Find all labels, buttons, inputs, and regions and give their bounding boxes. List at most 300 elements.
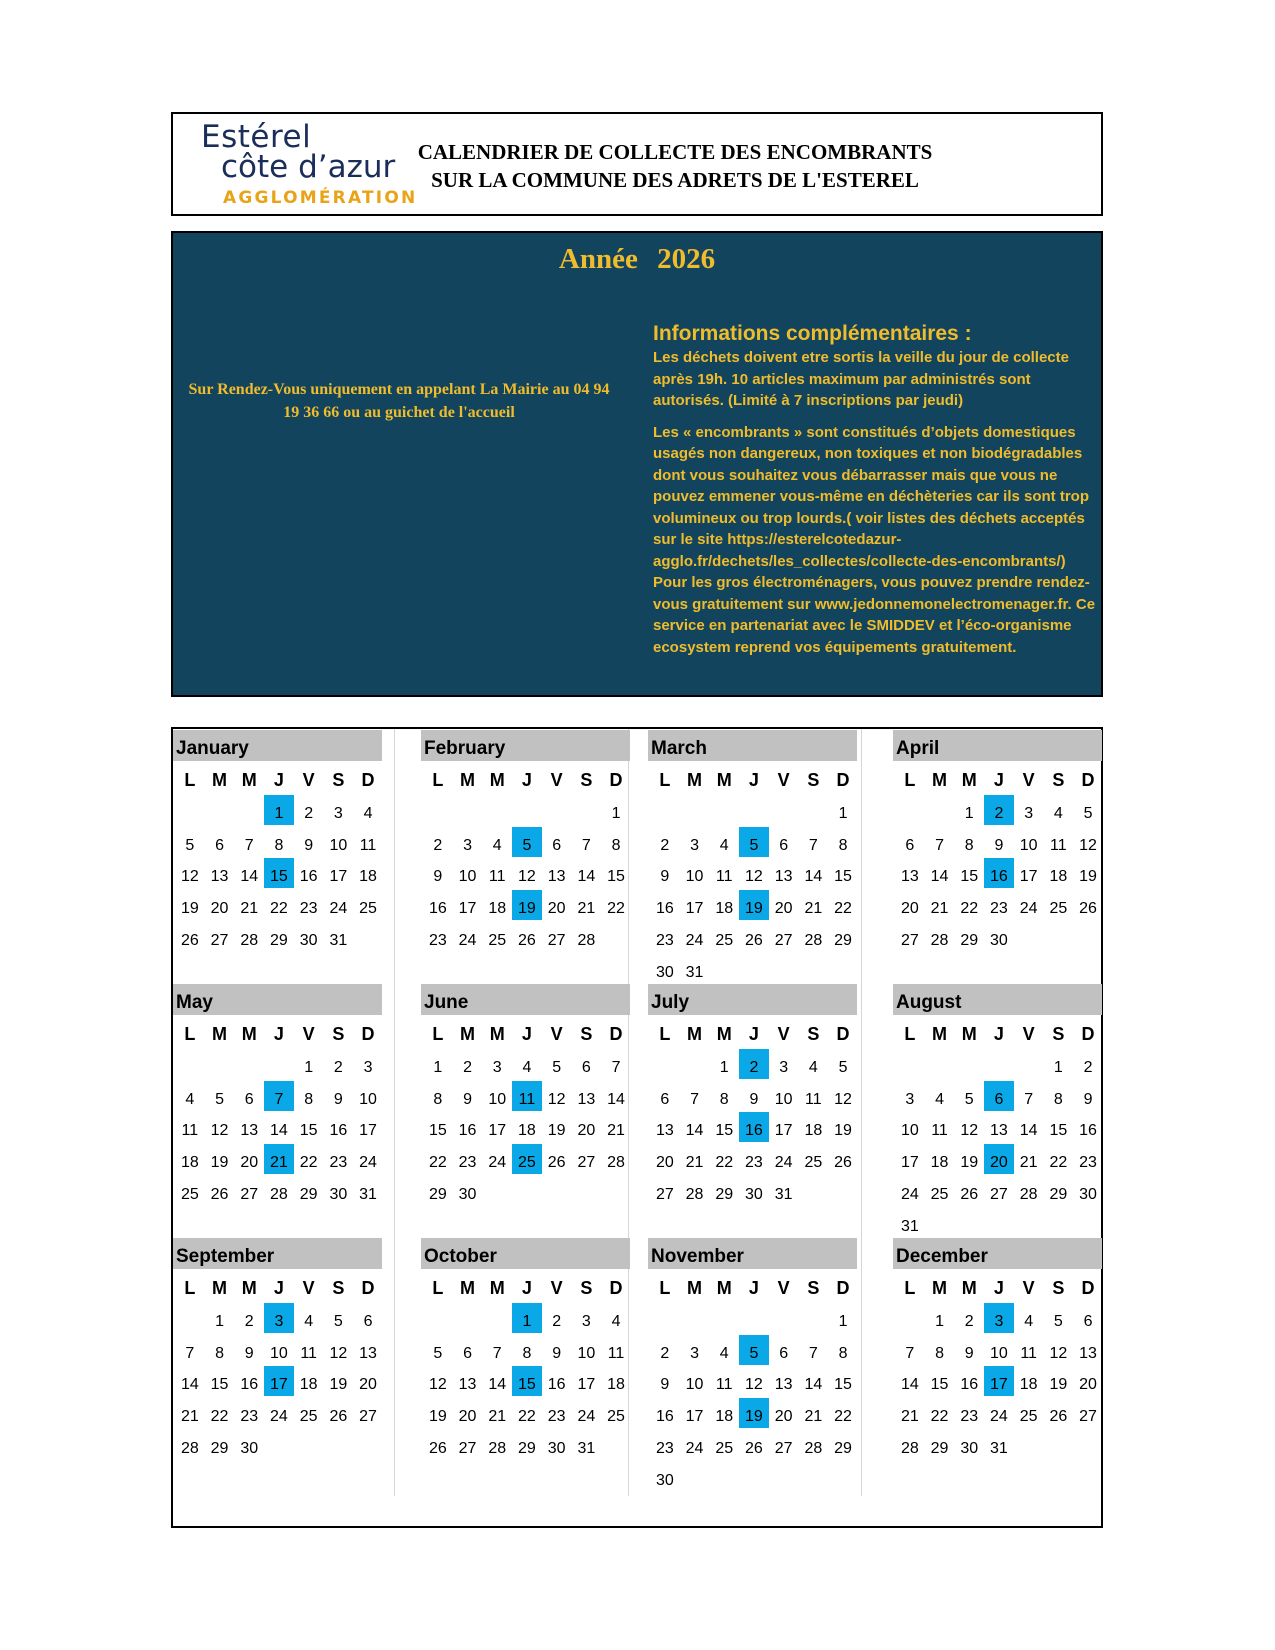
day-cell: 4 — [522, 1058, 532, 1076]
month-name: February — [421, 730, 630, 761]
day-cell: 20 — [577, 1122, 596, 1140]
weekday-header: D — [361, 1278, 375, 1298]
weekday-header: J — [521, 1024, 532, 1044]
weekday-header: V — [302, 1278, 315, 1298]
weekday-header: M — [932, 1278, 948, 1298]
weekday-header: L — [904, 1278, 916, 1298]
weekday-header: V — [302, 1024, 315, 1044]
collection-day-cell: 21 — [264, 1144, 294, 1174]
day-cell: 5 — [1053, 1312, 1063, 1330]
day-cell: 18 — [518, 1122, 536, 1140]
day-cell: 2 — [660, 1344, 670, 1362]
day-cell: 14 — [900, 1376, 919, 1394]
day-cell: 28 — [1019, 1186, 1038, 1203]
day-cell: 26 — [547, 1154, 566, 1172]
day-cell: 9 — [660, 1376, 670, 1394]
day-cell: 6 — [905, 836, 915, 854]
day-cell: 29 — [834, 932, 852, 949]
weekday-header: V — [777, 1024, 790, 1044]
day-cell: 26 — [1079, 900, 1097, 918]
weekday-header: M — [687, 1278, 703, 1298]
day-cell: 15 — [834, 1376, 852, 1394]
day-cell: 8 — [522, 1344, 532, 1362]
day-cell: 13 — [1079, 1344, 1097, 1362]
day-cell: 21 — [900, 1408, 919, 1426]
info-paragraph-2: Les « encombrants » sont constitués d’objets domestiques usagés non dangereux, non toxiques et non biodégradables dont vous souhaitez vous débarrasser mais que vous ne pouvez emmener vous-même en déchèteries car ils sont trop volumineux ou trop lourds.( voir listes des déchets acceptés sur le site https://esterelcotedazur-agglo.fr/dechets/les_collectes/collecte-des-encombrants/) Pour les gros électroménagers, vous pouvez prendre rendez-vous gratuitement sur www.jedonnemonelectromenager.fr. Ce service en partenariat avec le SMIDDEV et l’éco-organisme ecosystem reprend vos équipements gratuitement. — [653, 423, 1096, 656]
day-cell: 26 — [960, 1186, 979, 1203]
day-cell: 12 — [1049, 1344, 1068, 1362]
day-cell: 30 — [1079, 1186, 1097, 1203]
day-cell: 21 — [180, 1408, 199, 1426]
day-cell: 21 — [804, 900, 823, 918]
day-cell: 27 — [577, 1154, 596, 1172]
day-cell: 12 — [834, 1090, 852, 1108]
day-cell: 12 — [745, 868, 763, 886]
day-cell: 28 — [488, 1440, 507, 1457]
day-cell: 6 — [779, 1344, 789, 1362]
day-cell: 20 — [774, 900, 793, 918]
day-cell: 4 — [304, 1312, 314, 1330]
day-cell: 29 — [518, 1440, 536, 1457]
day-cell: 23 — [655, 932, 674, 949]
day-cell: 19 — [960, 1154, 979, 1172]
day-cell: 10 — [488, 1090, 507, 1108]
month-name: December — [893, 1238, 1102, 1269]
weekday-header: M — [212, 1024, 228, 1044]
collection-day-cell: 16 — [739, 1112, 769, 1142]
day-cell: 7 — [185, 1344, 195, 1362]
day-cell: 23 — [745, 1154, 763, 1172]
day-cell: 18 — [1019, 1376, 1038, 1394]
day-cell: 10 — [774, 1090, 793, 1108]
day-cell: 26 — [180, 932, 199, 949]
day-cell: 22 — [270, 900, 288, 918]
day-cell: 1 — [215, 1312, 224, 1330]
day-cell: 16 — [240, 1376, 259, 1394]
day-cell: 13 — [547, 868, 566, 886]
weekday-header: M — [241, 1024, 257, 1044]
weekday-header: L — [184, 1024, 196, 1044]
day-cell: 13 — [359, 1344, 377, 1362]
collection-day-cell: 1 — [264, 795, 294, 825]
day-cell: 18 — [930, 1154, 949, 1172]
day-cell: 12 — [960, 1122, 979, 1140]
collection-day-cell: 19 — [739, 890, 769, 920]
day-cell: 7 — [808, 836, 818, 854]
day-cell: 30 — [745, 1186, 763, 1203]
day-cell: 26 — [329, 1408, 348, 1426]
day-cell: 12 — [518, 868, 536, 886]
day-cell: 21 — [240, 900, 259, 918]
day-cell: 7 — [581, 836, 591, 854]
day-cell: 18 — [1049, 868, 1068, 886]
day-cell: 11 — [715, 1376, 733, 1394]
day-cell: 30 — [990, 932, 1008, 949]
day-cell: 10 — [685, 868, 704, 886]
weekday-header: L — [432, 1278, 444, 1298]
day-cell: 5 — [838, 1058, 848, 1076]
weekday-header: V — [550, 1024, 563, 1044]
day-cell: 14 — [804, 868, 823, 886]
weekday-header: S — [332, 1024, 345, 1044]
day-cell: 6 — [779, 836, 789, 854]
day-cell: 20 — [1079, 1376, 1097, 1394]
day-cell: 31 — [577, 1440, 596, 1457]
day-cell: 23 — [428, 932, 447, 949]
day-cell: 24 — [270, 1408, 288, 1426]
day-cell: 15 — [1049, 1122, 1068, 1140]
weekday-header: M — [932, 1024, 948, 1044]
weekday-header: D — [836, 1024, 850, 1044]
collection-day-cell: 20 — [984, 1144, 1014, 1174]
day-cell: 1 — [1053, 1058, 1063, 1076]
day-cell: 17 — [577, 1376, 596, 1394]
day-cell: 24 — [359, 1154, 377, 1172]
collection-day-cell: 15 — [264, 858, 294, 888]
day-cell: 28 — [804, 932, 823, 949]
day-cell: 5 — [964, 1090, 974, 1108]
weekday-header: M — [489, 1278, 505, 1298]
collection-day-cell: 5 — [739, 827, 769, 857]
day-cell: 10 — [990, 1344, 1008, 1362]
day-cell: 6 — [215, 836, 224, 854]
collection-day-cell: 2 — [739, 1049, 769, 1079]
day-cell: 19 — [329, 1376, 348, 1394]
weekday-header: S — [1052, 1024, 1065, 1044]
day-cell: 31 — [990, 1440, 1008, 1457]
day-cell: 23 — [655, 1440, 674, 1457]
day-cell: 8 — [433, 1090, 443, 1108]
day-cell: 28 — [577, 932, 596, 949]
weekday-header: S — [807, 1024, 820, 1044]
day-cell: 10 — [685, 1376, 704, 1394]
day-cell: 8 — [935, 1344, 944, 1362]
collection-day-cell: 17 — [264, 1366, 294, 1396]
weekday-header: M — [716, 1024, 732, 1044]
day-cell: 6 — [552, 836, 562, 854]
day-cell: 14 — [1019, 1122, 1038, 1140]
day-cell: 21 — [577, 900, 596, 918]
weekday-header: J — [748, 1278, 759, 1298]
day-cell: 8 — [719, 1090, 729, 1108]
day-cell: 8 — [838, 1344, 848, 1362]
weekday-header: D — [1081, 1024, 1095, 1044]
info-title: Informations complémentaires : — [653, 322, 972, 345]
weekday-header: M — [460, 1024, 476, 1044]
weekday-header: S — [580, 770, 593, 790]
day-cell: 15 — [930, 1376, 949, 1394]
day-cell: 30 — [240, 1440, 259, 1457]
weekday-header: L — [659, 1278, 671, 1298]
logo-line-1: Estérel — [201, 119, 312, 155]
day-cell: 14 — [488, 1376, 507, 1394]
month-name: January — [173, 730, 382, 761]
month-february — [421, 730, 630, 949]
weekday-header: D — [836, 1278, 850, 1298]
day-cell: 12 — [329, 1344, 348, 1362]
title-line-2: SUR LA COMMUNE DES ADRETS DE L'ESTEREL — [431, 168, 919, 192]
day-cell: 6 — [1083, 1312, 1093, 1330]
info-paragraph-1: Les déchets doivent etre sortis la veille du jour de collecte après 19h. 10 articles maximum par administrés sont autorisés. (Limité à 7 inscriptions par jeudi) — [653, 349, 1069, 409]
day-cell: 17 — [329, 868, 348, 886]
day-cell: 20 — [547, 900, 566, 918]
day-cell: 4 — [1053, 804, 1063, 822]
day-cell: 21 — [607, 1122, 625, 1140]
month-december — [893, 1238, 1102, 1457]
day-cell: 8 — [304, 1090, 314, 1108]
day-cell: 4 — [808, 1058, 818, 1076]
day-cell: 9 — [749, 1090, 759, 1108]
day-cell: 24 — [685, 1440, 704, 1457]
day-cell: 3 — [363, 1058, 373, 1076]
collection-day-cell: 16 — [984, 858, 1014, 888]
day-cell: 7 — [611, 1058, 621, 1076]
day-cell: 27 — [359, 1408, 377, 1426]
day-cell: 11 — [931, 1122, 948, 1140]
weekday-header: J — [521, 770, 532, 790]
day-cell: 8 — [215, 1344, 224, 1362]
day-cell: 16 — [1079, 1122, 1097, 1140]
weekday-header: J — [521, 1278, 532, 1298]
day-cell: 29 — [299, 1186, 318, 1203]
weekday-header: J — [748, 770, 759, 790]
month-october — [421, 1238, 630, 1457]
day-cell: 11 — [359, 836, 377, 854]
weekday-header: V — [777, 770, 790, 790]
info-section — [653, 321, 1098, 658]
day-cell: 24 — [685, 932, 704, 949]
day-cell: 23 — [990, 900, 1008, 918]
day-cell: 10 — [1019, 836, 1038, 854]
day-cell: 9 — [1083, 1090, 1093, 1108]
weekday-header: M — [961, 1278, 977, 1298]
day-cell: 28 — [900, 1440, 919, 1457]
day-cell: 25 — [804, 1154, 823, 1172]
day-cell: 31 — [685, 963, 704, 981]
day-cell: 7 — [244, 836, 254, 854]
appointment-text: Sur Rendez-Vous uniquement en appelant La Mairie au 04 94 19 36 66 ou au guichet de l'accueil — [188, 381, 610, 421]
day-cell: 1 — [433, 1058, 443, 1076]
day-cell: 5 — [333, 1312, 343, 1330]
day-cell: 16 — [655, 1408, 674, 1426]
day-cell: 17 — [900, 1154, 919, 1172]
month-may — [173, 984, 382, 1203]
day-cell: 26 — [210, 1186, 229, 1203]
year-title: Année 2026 — [558, 243, 716, 275]
collection-day-cell: 1 — [512, 1303, 542, 1333]
month-name: October — [421, 1238, 630, 1269]
day-cell: 21 — [488, 1408, 507, 1426]
day-cell: 2 — [463, 1058, 472, 1076]
day-cell: 9 — [552, 1344, 562, 1362]
day-cell: 11 — [805, 1090, 822, 1108]
day-cell: 13 — [240, 1122, 259, 1140]
day-cell: 22 — [607, 900, 625, 918]
day-cell: 24 — [900, 1186, 919, 1203]
day-cell: 1 — [838, 804, 848, 822]
weekday-header: V — [550, 770, 563, 790]
day-cell: 21 — [930, 900, 949, 918]
day-cell: 17 — [359, 1122, 377, 1140]
day-cell: 28 — [270, 1186, 288, 1203]
day-cell: 11 — [300, 1344, 317, 1362]
month-name: June — [421, 984, 630, 1015]
day-cell: 7 — [1024, 1090, 1034, 1108]
day-cell: 12 — [428, 1376, 447, 1394]
day-cell: 9 — [994, 836, 1004, 854]
day-cell: 15 — [210, 1376, 229, 1394]
day-cell: 1 — [304, 1058, 314, 1076]
day-cell: 19 — [428, 1408, 447, 1426]
day-cell: 9 — [433, 868, 443, 886]
day-cell: 25 — [715, 1440, 734, 1457]
day-cell: 2 — [660, 836, 670, 854]
logo-line-2: côte d’azur — [221, 149, 396, 185]
day-cell: 6 — [244, 1090, 254, 1108]
weekday-header: D — [609, 1278, 623, 1298]
day-cell: 5 — [433, 1344, 443, 1362]
day-cell: 20 — [210, 900, 229, 918]
weekday-header: D — [1081, 770, 1095, 790]
day-cell: 14 — [240, 868, 259, 886]
day-cell: 17 — [685, 1408, 704, 1426]
month-name: April — [893, 730, 1102, 761]
day-cell: 27 — [900, 932, 919, 949]
day-cell: 24 — [577, 1408, 596, 1426]
day-cell: 29 — [210, 1440, 229, 1457]
day-cell: 29 — [960, 932, 979, 949]
day-cell: 19 — [1079, 868, 1097, 886]
collection-day-cell: 3 — [264, 1303, 294, 1333]
weekday-header: V — [302, 770, 315, 790]
weekday-header: J — [273, 1024, 284, 1044]
day-cell: 18 — [607, 1376, 625, 1394]
day-cell: 4 — [611, 1312, 621, 1330]
weekday-header: M — [460, 1278, 476, 1298]
day-cell: 14 — [804, 1376, 823, 1394]
weekday-header: V — [1022, 1278, 1035, 1298]
weekday-header: J — [748, 1024, 759, 1044]
day-cell: 27 — [210, 932, 229, 949]
day-cell: 30 — [655, 963, 674, 981]
day-cell: 12 — [1079, 836, 1097, 854]
day-cell: 12 — [745, 1376, 763, 1394]
day-cell: 30 — [960, 1440, 979, 1457]
day-cell: 12 — [180, 868, 199, 886]
day-cell: 2 — [244, 1312, 254, 1330]
day-cell: 9 — [964, 1344, 974, 1362]
day-cell: 31 — [774, 1186, 793, 1203]
day-cell: 24 — [458, 932, 477, 949]
weekday-header: S — [332, 1278, 345, 1298]
day-cell: 14 — [270, 1122, 288, 1140]
day-cell: 10 — [270, 1344, 288, 1362]
day-cell: 9 — [304, 836, 314, 854]
day-cell: 25 — [1049, 900, 1068, 918]
weekday-header: S — [332, 770, 345, 790]
weekday-header: M — [961, 770, 977, 790]
month-june — [421, 984, 630, 1203]
day-cell: 19 — [834, 1122, 852, 1140]
weekday-header: D — [609, 1024, 623, 1044]
weekday-header: L — [904, 770, 916, 790]
month-march — [648, 730, 857, 981]
day-cell: 31 — [329, 932, 348, 949]
day-cell: 7 — [808, 1344, 818, 1362]
day-cell: 15 — [960, 868, 979, 886]
day-cell: 13 — [577, 1090, 596, 1108]
day-cell: 13 — [774, 1376, 793, 1394]
weekday-header: J — [993, 770, 1004, 790]
weekday-header: L — [659, 770, 671, 790]
day-cell: 22 — [715, 1154, 734, 1172]
day-cell: 25 — [359, 900, 377, 918]
title-line-1: CALENDRIER DE COLLECTE DES ENCOMBRANTS — [417, 140, 933, 164]
day-cell: 23 — [960, 1408, 979, 1426]
day-cell: 10 — [577, 1344, 596, 1362]
day-cell: 5 — [215, 1090, 224, 1108]
weekday-header: V — [550, 1278, 563, 1298]
day-cell: 4 — [935, 1090, 944, 1108]
day-cell: 8 — [611, 836, 621, 854]
weekday-header: J — [993, 1278, 1004, 1298]
day-cell: 1 — [964, 804, 974, 822]
day-cell: 4 — [1024, 1312, 1034, 1330]
day-cell: 4 — [719, 836, 729, 854]
day-cell: 25 — [715, 932, 734, 949]
day-cell: 31 — [900, 1217, 919, 1235]
day-cell: 26 — [518, 932, 536, 949]
day-cell: 17 — [488, 1122, 507, 1140]
collection-day-cell: 6 — [984, 1081, 1014, 1111]
day-cell: 11 — [715, 868, 733, 886]
day-cell: 2 — [1083, 1058, 1093, 1076]
month-september — [173, 1238, 382, 1457]
day-cell: 24 — [990, 1408, 1008, 1426]
day-cell: 25 — [488, 932, 507, 949]
weekday-header: L — [184, 770, 196, 790]
day-cell: 27 — [774, 1440, 793, 1457]
day-cell: 3 — [905, 1090, 915, 1108]
day-cell: 13 — [210, 868, 229, 886]
month-january — [173, 730, 382, 949]
day-cell: 21 — [804, 1408, 823, 1426]
weekday-header: V — [777, 1278, 790, 1298]
day-cell: 22 — [960, 900, 979, 918]
column-separator — [861, 729, 862, 1496]
month-name: September — [173, 1238, 382, 1269]
day-cell: 10 — [359, 1090, 377, 1108]
weekday-header: M — [460, 770, 476, 790]
weekday-header: M — [489, 770, 505, 790]
day-cell: 18 — [180, 1154, 199, 1172]
day-cell: 27 — [990, 1186, 1008, 1203]
day-cell: 8 — [964, 836, 974, 854]
collection-day-cell: 17 — [984, 1366, 1014, 1396]
weekday-header: L — [904, 1024, 916, 1044]
day-cell: 9 — [333, 1090, 343, 1108]
day-cell: 17 — [774, 1122, 793, 1140]
day-cell: 29 — [270, 932, 288, 949]
weekday-header: M — [212, 1278, 228, 1298]
month-name: July — [648, 984, 857, 1015]
day-cell: 3 — [779, 1058, 789, 1076]
day-cell: 16 — [655, 900, 674, 918]
day-cell: 4 — [363, 804, 373, 822]
day-cell: 18 — [488, 900, 507, 918]
day-cell: 16 — [428, 900, 447, 918]
day-cell: 5 — [552, 1058, 562, 1076]
